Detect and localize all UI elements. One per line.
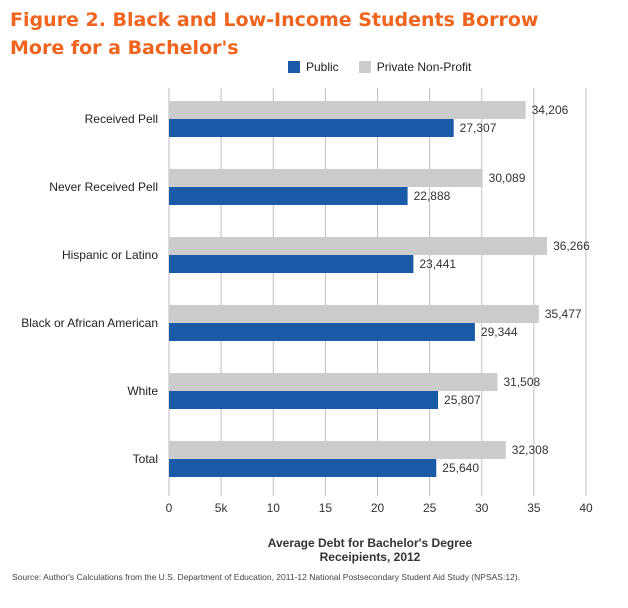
data-label-public: 22,888	[413, 189, 451, 203]
x-tick-label: 35	[527, 501, 541, 515]
x-tick-label: 30	[475, 501, 489, 515]
bar-private	[169, 441, 506, 459]
data-label-private: 32,308	[511, 443, 549, 457]
chart-title-line2: More for a Bachelor's	[10, 37, 239, 59]
category-label: Black or African American	[21, 316, 158, 330]
data-label-private: 34,206	[531, 103, 569, 117]
bar-public	[169, 187, 408, 205]
x-tick-label: 15	[318, 501, 333, 515]
x-tick-label: 25	[422, 501, 437, 515]
x-axis-title-line2: Receipients, 2012	[319, 550, 421, 564]
x-tick-label: 40	[579, 501, 593, 515]
category-label: White	[127, 384, 158, 398]
category-label: Hispanic or Latino	[61, 248, 158, 262]
data-label-public: 27,307	[459, 121, 497, 135]
bar-private	[169, 169, 483, 187]
x-axis-title	[240, 536, 500, 564]
category-label: Received Pell	[84, 112, 158, 126]
data-label-private: 30,089	[488, 171, 526, 185]
x-axis-title-line1: Average Debt for Bachelor's Degree	[267, 536, 473, 550]
bar-public	[169, 119, 454, 137]
category-label: Never Received Pell	[49, 180, 158, 194]
data-label-private: 31,508	[503, 375, 541, 389]
data-label-public: 25,807	[444, 393, 481, 407]
data-label-private: 35,477	[544, 307, 582, 321]
category-label: Total	[132, 452, 158, 466]
bar-public	[169, 459, 436, 477]
bar-public	[169, 323, 475, 341]
bar-private	[169, 101, 526, 119]
bar-public	[169, 255, 413, 273]
data-label-public: 23,441	[419, 257, 457, 271]
data-label-public: 29,344	[480, 325, 518, 339]
legend-label-public: Public	[306, 60, 339, 74]
chart-title-line1: Figure 2. Black and Low-Income Students Borrow	[10, 9, 539, 31]
bar-private	[169, 373, 497, 391]
data-label-public: 25,640	[442, 461, 480, 475]
bar-public	[169, 391, 438, 409]
legend-label-private: Private Non-Profit	[376, 60, 472, 74]
x-tick-label: 20	[370, 501, 385, 515]
x-tick-label: 5k	[214, 501, 228, 515]
bar-private	[169, 237, 547, 255]
source-note: Source: Author's Calculations from the U.S. Department of Education, 2011-12 National Postsecondary Student Aid Study (NPSAS:12).	[12, 572, 520, 582]
bar-private	[169, 305, 539, 323]
data-label-private: 36,266	[553, 239, 590, 253]
x-tick-label: 0	[165, 501, 173, 515]
x-tick-label: 10	[266, 501, 280, 515]
